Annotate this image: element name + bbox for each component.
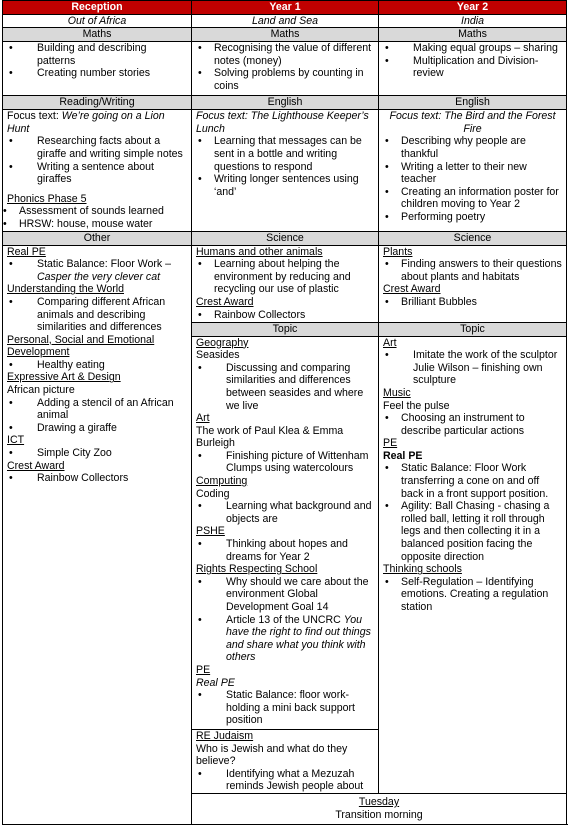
topic-year1: Land and Sea [192, 14, 379, 28]
english-year1 [192, 110, 379, 231]
list-item: • Multiplication and Division- review [397, 55, 562, 80]
list-item: • Thinking about hopes and dreams for Year 2 [210, 538, 374, 563]
thinking-list [383, 576, 562, 614]
section-heading: Crest Award [7, 459, 65, 472]
focus-text: Focus text: We’re going on a Lion Hunt [7, 110, 165, 135]
english-row [3, 110, 567, 231]
list-item: • Drawing a giraffe [21, 422, 187, 435]
maths-year1-list [196, 42, 374, 92]
list-item: • Article 13 of the UNCRC You have the right to find out things and share what you think with others [210, 614, 374, 664]
section-heading: Thinking schools [383, 563, 462, 576]
maths-band-year2: Maths [379, 28, 567, 42]
english-band-reception: Reading/Writing [3, 96, 192, 110]
list-item: • Agility: Ball Chasing - chasing a rolled ball, letting it roll through legs and then collecting it in a balanced position facing the opposite direction [397, 500, 562, 563]
section-heading: Rights Respecting School [196, 563, 318, 576]
list-item: • Recognising the value of different notes (money) [210, 42, 374, 67]
header-year2: Year 2 [379, 1, 567, 15]
section-heading: Understanding the World [7, 283, 124, 296]
list-item: • Why should we care about the environment Global Development Goal 14 [210, 576, 374, 614]
list-item: • Choosing an instrument to describe particular actions [397, 412, 562, 437]
science-band-row [3, 231, 567, 245]
list-item: • Describing why people are thankful [397, 135, 562, 160]
science-year2-list [383, 258, 562, 283]
footer-day: Tuesday [358, 795, 400, 808]
section-text: Coding [196, 487, 230, 500]
pe-list [7, 258, 187, 283]
list-item: • Adding a stencil of an African animal [21, 397, 187, 422]
section-heading: Real PE [7, 245, 46, 258]
focus-text: Focus text: The Lighthouse Keeper’s Lunch [196, 110, 369, 135]
english-year1-list [196, 135, 374, 198]
pshe-list [196, 538, 374, 563]
maths-row [3, 42, 567, 96]
utw-list [7, 296, 187, 334]
topic-title-row [3, 14, 567, 28]
list-item: • Comparing different African animals and describing similarities and differences [21, 296, 187, 334]
english-band-row [3, 96, 567, 110]
header-reception: Reception [3, 1, 192, 15]
list-item: • Building and describing patterns [21, 42, 187, 67]
header-year1: Year 1 [192, 1, 379, 15]
science-row [3, 245, 567, 322]
art-year2-list [383, 349, 562, 387]
other-band: Other [3, 231, 192, 245]
geo-list [196, 362, 374, 412]
section-heading: Personal, Social and Emotional Development [7, 333, 155, 359]
topic-band-year1: Topic [192, 322, 379, 336]
section-heading: Art [196, 412, 210, 425]
list-item: • Learning what background and objects are [210, 500, 374, 525]
section-text: Who is Jewish and what do they believe? [196, 742, 348, 768]
list-item: • Rainbow Collectors [210, 309, 374, 322]
list-item: • Finishing picture of Wittenham Clumps using watercolours [210, 450, 374, 475]
section-text: African picture [7, 384, 75, 397]
list-item: • Assessment of sounds learned [15, 205, 187, 218]
maths-band-row [3, 28, 567, 42]
maths-band-reception: Maths [3, 28, 192, 42]
list-item: • Creating an information poster for children moving to Year 2 [397, 186, 562, 211]
list-item: • Finding answers to their questions about plants and habitats [397, 258, 562, 283]
section-heading: PE [383, 437, 398, 450]
list-item: • Researching facts about a giraffe and writing simple notes [21, 135, 187, 160]
science-year1-list [196, 258, 374, 296]
list-item: • Self-Regulation – Identifying emotions. Creating a regulation station [397, 576, 562, 614]
section-heading: Crest Award [196, 295, 254, 308]
list-item: • Identifying what a Mezuzah reminds Jewish people about [210, 768, 374, 793]
maths-year2 [379, 42, 567, 96]
section-text: Feel the pulse [383, 399, 450, 412]
footer-event: Transition morning [335, 808, 423, 821]
section-heading: Crest Award [383, 283, 441, 296]
maths-year2-list [383, 42, 562, 80]
section-heading: PSHE [196, 525, 225, 538]
list-item: • Imitate the work of the sculptor Julie Wilson – finishing own sculpture [397, 349, 562, 387]
section-heading: Geography [196, 336, 249, 349]
topic-band-year2: Topic [379, 322, 567, 336]
section-heading: Plants [383, 245, 413, 258]
crest-year1-list [196, 309, 374, 322]
list-item: • Writing a letter to their new teacher [397, 161, 562, 186]
topic-year2 [379, 336, 567, 793]
list-item: • Static Balance: floor work- holding a mini back support position [210, 689, 374, 727]
list-item: • Making equal groups – sharing [397, 42, 562, 55]
re-list [196, 768, 374, 793]
maths-reception-list [7, 42, 187, 80]
list-item: • Solving problems by counting in coins [210, 67, 374, 92]
english-band-year2: English [379, 96, 567, 110]
footer-cell [192, 793, 567, 824]
science-band-year2: Science [379, 231, 567, 245]
phonics-heading: Phonics Phase 5 [7, 192, 87, 205]
list-item: • HRSW: house, mouse water [15, 218, 187, 231]
pe-year1-list [196, 689, 374, 727]
list-item: • Static Balance: Floor Work – Casper the very clever cat [21, 258, 187, 283]
section-heading: ICT [7, 434, 25, 447]
other-reception [3, 245, 192, 824]
english-reception [3, 110, 192, 231]
ead-list [7, 397, 187, 435]
section-heading: PE [196, 663, 211, 676]
list-item: • Creating number stories [21, 67, 187, 80]
list-item: • Learning that messages can be sent in a bottle and writing questions to respond [210, 135, 374, 173]
rrs-list [196, 576, 374, 664]
maths-band-year1: Maths [192, 28, 379, 42]
list-item: • Static Balance: Floor Work transferring a cone on and off back in a front support position. [397, 462, 562, 500]
list-item: • Learning about helping the environment by reducing and recycling our use of plastic [210, 258, 374, 296]
english-year2 [379, 110, 567, 231]
maths-year1 [192, 42, 379, 96]
science-year2 [379, 245, 567, 322]
maths-reception [3, 42, 192, 96]
re-section [192, 729, 378, 793]
crest-list [7, 472, 187, 485]
topic-reception: Out of Africa [3, 14, 192, 28]
list-item: • Writing a sentence about giraffes [21, 161, 187, 186]
ict-list [7, 447, 187, 460]
comp-list [196, 500, 374, 525]
english-reception-list [7, 135, 187, 185]
section-text: Real PE [196, 676, 235, 689]
list-item: • Discussing and comparing similarities and differences between seasides and where we live [210, 362, 374, 412]
section-heading: Expressive Art & Design [7, 371, 121, 384]
section-text: Seasides [196, 349, 240, 362]
topic-year1 [192, 336, 379, 793]
list-item: • Simple City Zoo [21, 447, 187, 460]
focus-text: Focus text: The Bird and the Forest Fire [389, 110, 556, 135]
section-heading: RE Judaism [196, 729, 254, 742]
music-list [383, 412, 562, 437]
list-item: • Rainbow Collectors [21, 472, 187, 485]
science-year1 [192, 245, 379, 322]
psed-list [7, 359, 187, 372]
section-heading: Humans and other animals [196, 245, 323, 258]
list-item: • Healthy eating [21, 359, 187, 372]
list-item: • Writing longer sentences using ‘and’ [210, 173, 374, 198]
list-item: • Performing poetry [397, 211, 562, 224]
curriculum-table [2, 0, 567, 825]
art-list [196, 450, 374, 475]
science-band-year1: Science [192, 231, 379, 245]
section-heading: Music [383, 386, 411, 399]
section-text: Real PE [383, 449, 423, 462]
english-year2-list [383, 135, 562, 223]
crest-year2-list [383, 296, 562, 309]
section-heading: Computing [196, 475, 248, 488]
list-item: • Brilliant Bubbles [397, 296, 562, 309]
phonics-list [7, 205, 187, 230]
header-row [3, 1, 567, 15]
section-text: The work of Paul Klea & Emma Burleigh [196, 424, 344, 450]
english-band-year1: English [192, 96, 379, 110]
topic-year2: India [379, 14, 567, 28]
section-heading: Art [383, 336, 397, 349]
pe-year2-list [383, 462, 562, 563]
